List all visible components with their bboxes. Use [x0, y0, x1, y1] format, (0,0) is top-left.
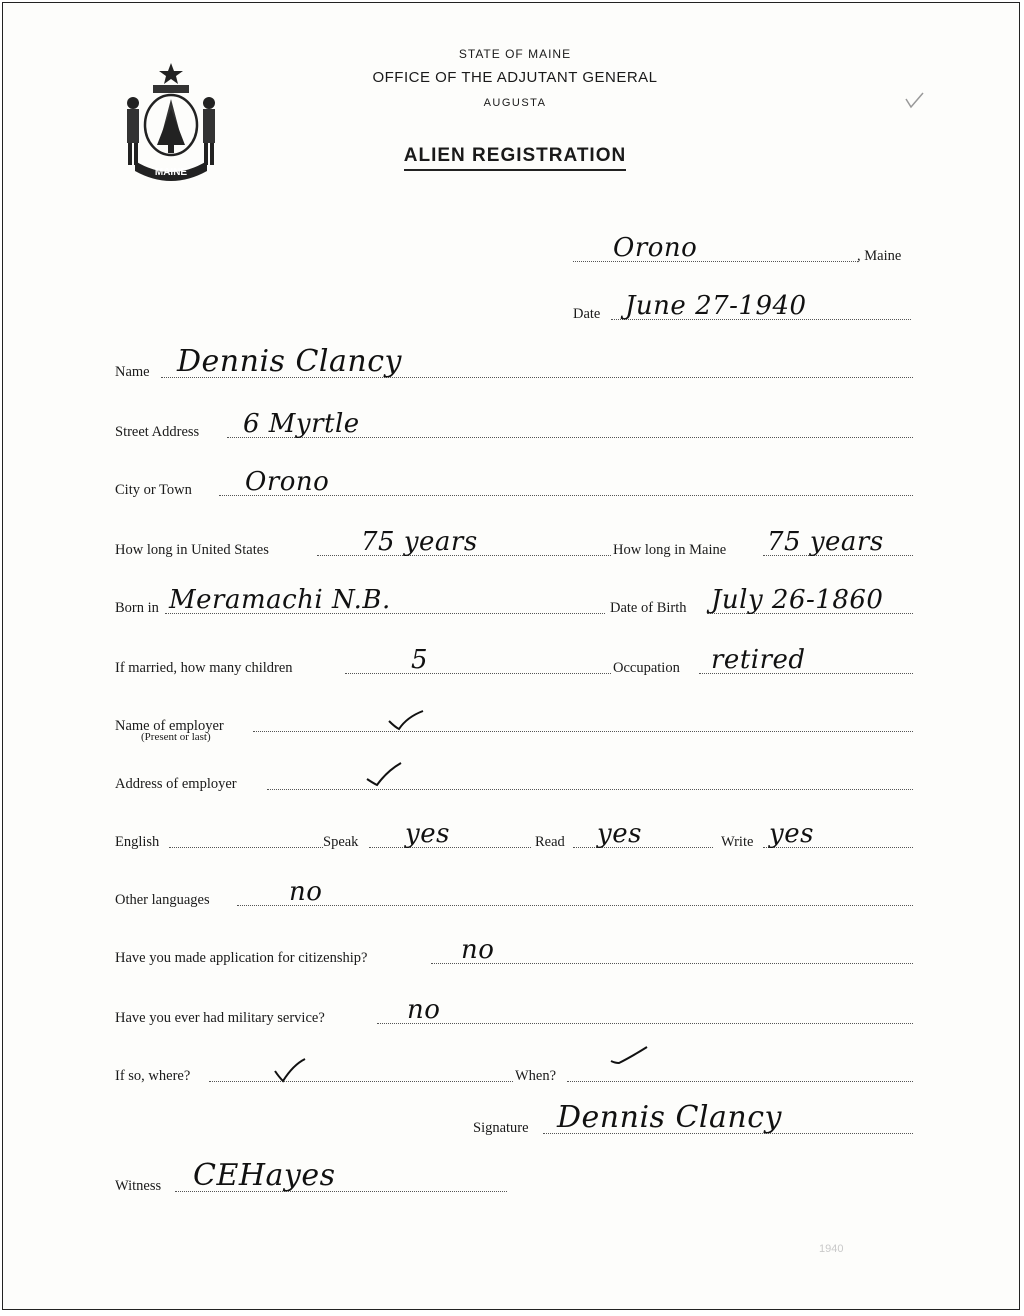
citizenship-row	[115, 935, 913, 967]
town-label: , Maine	[857, 248, 902, 264]
military-value[interactable]: no	[407, 995, 441, 1025]
english-row	[115, 819, 913, 851]
us-duration-label: How long in United States	[115, 542, 269, 558]
children-value[interactable]: 5	[411, 645, 429, 675]
registration-form	[2, 2, 1020, 1310]
other-languages-label: Other languages	[115, 892, 210, 908]
where-when-row	[115, 1057, 913, 1085]
dob-value[interactable]: July 26-1860	[711, 585, 884, 615]
name-label: Name	[115, 364, 150, 380]
town-row	[573, 233, 913, 265]
witness-value[interactable]: CEHayes	[193, 1158, 336, 1193]
maine-duration-value[interactable]: 75 years	[767, 527, 884, 557]
witness-row	[115, 1158, 507, 1195]
date-label: Date	[573, 306, 601, 322]
signature-row	[473, 1100, 913, 1137]
name-row	[115, 344, 913, 381]
military-row	[115, 995, 913, 1027]
occupation-value[interactable]: retired	[711, 645, 806, 675]
witness-label: Witness	[115, 1178, 162, 1194]
city-label: City or Town	[115, 482, 192, 498]
children-label: If married, how many children	[115, 660, 293, 676]
form-title-text: ALIEN REGISTRATION	[404, 145, 626, 171]
employer-row	[115, 707, 913, 735]
street-row	[115, 409, 913, 441]
employer-address-label: Address of employer	[115, 776, 237, 792]
citizenship-label: Have you made application for citizenship?	[115, 950, 368, 966]
dob-label: Date of Birth	[610, 600, 687, 616]
where-label: If so, where?	[115, 1068, 191, 1084]
form-title	[3, 145, 1020, 171]
signature-label: Signature	[473, 1120, 529, 1136]
name-value[interactable]: Dennis Clancy	[177, 344, 402, 379]
street-label: Street Address	[115, 424, 200, 440]
svg-text:MAINE: MAINE	[154, 167, 188, 178]
employer-sub-label: (Present or last)	[141, 731, 211, 743]
header-office: OFFICE OF THE ADJUTANT GENERAL	[372, 69, 658, 86]
employer-address-row	[115, 765, 913, 793]
header-city: AUGUSTA	[483, 97, 547, 109]
faint-footer-text: 1940	[819, 1243, 844, 1255]
birth-row	[115, 585, 913, 617]
town-value[interactable]: Orono	[613, 233, 698, 263]
born-value[interactable]: Meramachi N.B.	[169, 585, 391, 615]
citizenship-value[interactable]: no	[461, 935, 495, 965]
employer-label: Name of employer	[115, 718, 224, 734]
military-label: Have you ever had military service?	[115, 1010, 325, 1026]
check-mark-icon	[609, 1043, 649, 1069]
speak-value[interactable]: yes	[405, 819, 450, 849]
city-row	[115, 467, 913, 499]
date-value[interactable]: June 27-1940	[625, 291, 807, 321]
other-languages-value[interactable]: no	[289, 877, 323, 907]
other-languages-row	[115, 877, 913, 909]
children-row	[115, 645, 913, 677]
read-value[interactable]: yes	[597, 819, 642, 849]
read-label: Read	[535, 834, 565, 850]
check-mark-icon	[385, 707, 425, 733]
english-label: English	[115, 834, 160, 850]
maine-duration-label: How long in Maine	[613, 542, 727, 558]
speak-label: Speak	[323, 834, 359, 850]
born-label: Born in	[115, 600, 159, 616]
check-mark-icon	[363, 761, 403, 787]
check-mark-icon	[271, 1057, 311, 1083]
write-value[interactable]: yes	[769, 819, 814, 849]
occupation-label: Occupation	[613, 660, 680, 676]
city-value[interactable]: Orono	[245, 467, 330, 497]
duration-row	[115, 527, 913, 559]
street-value[interactable]: 6 Myrtle	[243, 409, 360, 439]
us-duration-value[interactable]: 75 years	[361, 527, 478, 557]
when-label: When?	[515, 1068, 557, 1084]
header-state: STATE OF MAINE	[458, 47, 572, 61]
signature-value[interactable]: Dennis Clancy	[557, 1100, 782, 1135]
date-row	[573, 291, 913, 323]
write-label: Write	[721, 834, 754, 850]
